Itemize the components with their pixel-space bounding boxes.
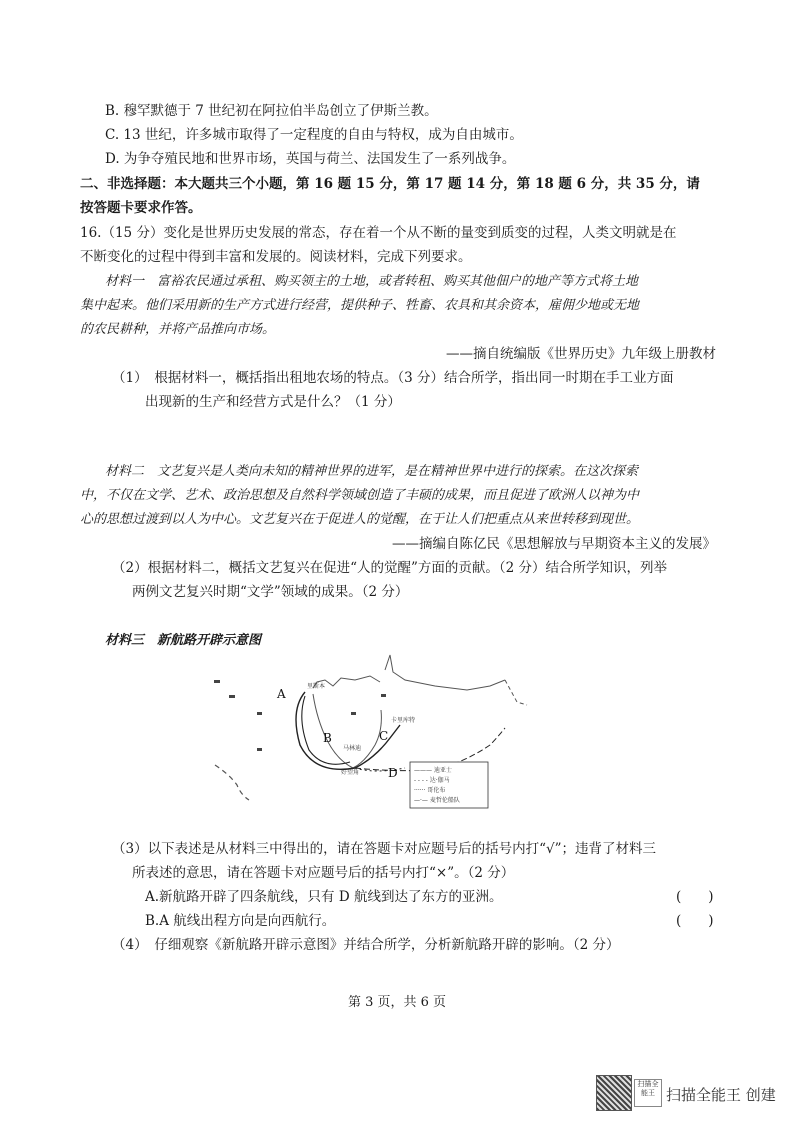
place-label: 卡里库特 — [391, 717, 416, 724]
material1-source: ——摘自统编版《世界历史》九年级上册教材 — [446, 346, 716, 362]
asia-coast — [505, 680, 527, 705]
scanner-watermark — [596, 1075, 776, 1115]
map-legend — [410, 762, 488, 808]
page-number: 第 3 页，共 6 页 — [347, 995, 447, 1010]
sub-question-1-cont: 出现新的生产和经营方式是什么？（1 分） — [145, 394, 401, 410]
section-heading-cont: 按答题卡要求作答。 — [80, 200, 202, 216]
route-label-b: B — [323, 731, 332, 745]
statement-a: A.新航路开辟了四条航线，只有 D 航线到达了东方的亚洲。 — [145, 889, 503, 905]
legend-entry: ——— 迪亚士 — [414, 767, 452, 774]
americas-coast — [215, 765, 249, 800]
material2-text: 中，不仅在文学、艺术、政治思想及自然科学领域创造了丰硕的成果，而且促进了欧洲人以神为中 — [80, 488, 640, 503]
app-logo: 扫描全能王 — [634, 1079, 662, 1107]
option-d: D. 为争夺殖民地和世界市场，英国与荷兰、法国发生了一系列战争。 — [105, 151, 516, 167]
statement-b: B.A 航线出程方向是向西航行。 — [145, 913, 336, 929]
sub-question-2: （2）根据材料二，概括文艺复兴在促进“人的觉醒”方面的贡献。（2 分）结合所学知识，列举 — [112, 560, 668, 576]
asia-coast — [385, 655, 505, 690]
q16-intro-cont: 不断变化的过程中得到丰富和发展的。阅读材料，完成下列要求。 — [80, 249, 472, 265]
q16-intro: 16.（15 分）变化是世界历史发展的常态，存在着一个从不断的量变到质变的过程，人类文明就是在 — [80, 225, 677, 241]
place-label: 好望角 — [341, 769, 360, 776]
material3-title: 材料三 新航路开辟示意图 — [105, 633, 262, 648]
material1-text: 材料一 富裕农民通过承租、购买领主的土地，或者转租、购买其他佃户的地产等方式将土地 — [105, 274, 639, 289]
material1-text: 的农民耕种，并将产品推向市场。 — [80, 322, 276, 337]
legend-entry: —·— 麦哲伦船队 — [414, 797, 460, 804]
sub-question-2-cont: 两例文艺复兴时期“文学”领域的成果。（2 分） — [132, 584, 409, 600]
option-b: B. 穆罕默德于 7 世纪初在阿拉伯半岛创立了伊斯兰教。 — [105, 103, 438, 119]
option-c: C. 13 世纪，许多城市取得了一定程度的自由与特权，成为自由城市。 — [105, 127, 523, 143]
answer-bracket-b[interactable]: ( ) — [676, 913, 714, 929]
answer-bracket-a[interactable]: ( ) — [676, 889, 714, 905]
sub-question-3: （3）以下表述是从材料三中得出的，请在答题卡对应题号后的括号内打“√”；违背了材料三 — [112, 841, 656, 857]
route-label-c: C — [379, 729, 389, 743]
place-label: 里斯本 — [307, 683, 326, 690]
map-mark — [214, 680, 220, 683]
map-mark — [351, 712, 356, 715]
place-label: 马林迪 — [343, 745, 362, 752]
material2-text: 材料二 文艺复兴是人类向未知的精神世界的进军，是在精神世界中进行的探索。在这次探索 — [105, 464, 639, 479]
material1-text: 集中起来。他们采用新的生产方式进行经营，提供种子、牲畜、农具和其余资本，雇佣少地或无地 — [80, 298, 640, 313]
legend-entry: ······ 哥伦布 — [414, 787, 446, 794]
map-mark — [381, 694, 386, 697]
sub-question-4: （4） 仔细观察《新航路开辟示意图》并结合所学，分析新航路开辟的影响。（2 分） — [112, 937, 620, 953]
map-mark — [229, 695, 235, 698]
section-heading: 二、非选择题：本大题共三个小题，第 16 题 15 分，第 17 题 14 分，第 18 题 6 分，共 35 分，请 — [80, 176, 700, 192]
new-routes-map — [205, 650, 725, 812]
material2-source: ——摘编自陈亿民《思想解放与早期资本主义的发展》 — [392, 536, 716, 552]
sub-question-1: （1） 根据材料一，概括指出租地农场的特点。（3 分）结合所学，指出同一时期在手工业方面 — [112, 370, 674, 386]
route-label-d: D — [388, 766, 398, 780]
sub-question-3-cont: 所表述的意思，请在答题卡对应题号后的括号内打“×”。（2 分） — [132, 865, 515, 881]
watermark-text: 扫描全能王 创建 — [666, 1086, 776, 1104]
legend-entry: - - - - 达·伽马 — [414, 777, 450, 784]
map-mark — [257, 712, 262, 715]
map-mark — [257, 748, 262, 751]
route-label-a: A — [277, 687, 286, 701]
material2-text: 心的思想过渡到以人为中心。文艺复兴在于促进人的觉醒，在于让人们把重点从来世转移到现世。 — [80, 512, 640, 527]
qr-code-icon — [596, 1075, 632, 1111]
